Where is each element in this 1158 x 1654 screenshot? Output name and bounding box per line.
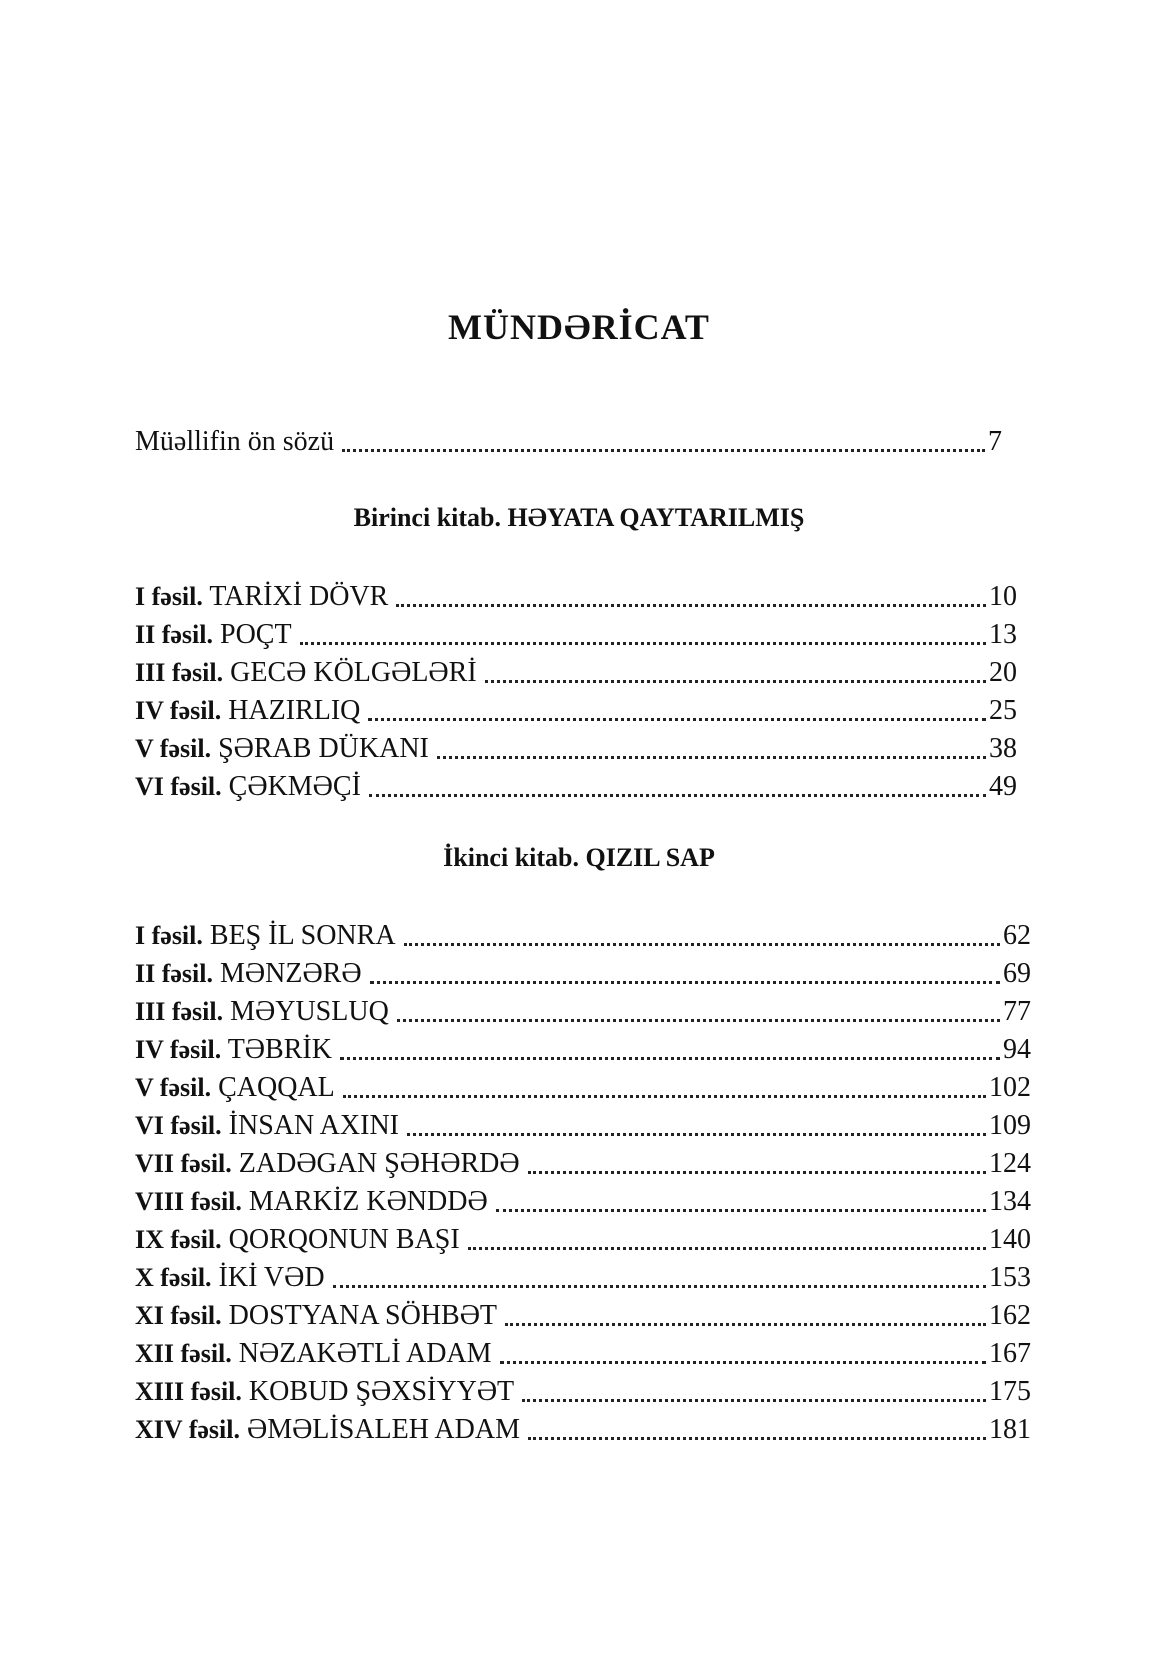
chapter-number: II fəsil. — [135, 959, 213, 988]
chapter-label — [135, 955, 362, 993]
page-number: 94 — [1003, 1034, 1031, 1065]
dot-leader — [397, 993, 1000, 1031]
preface-entry — [135, 423, 1002, 461]
chapter-number: XI fəsil. — [135, 1301, 222, 1330]
page-number: 109 — [989, 1110, 1031, 1141]
book-heading-1: Birinci kitab. HƏYATA QAYTARILMIŞ — [353, 503, 805, 532]
dot-leader — [505, 1297, 986, 1335]
chapter-title: POÇT — [220, 619, 292, 650]
toc-entry — [135, 768, 1017, 806]
dot-leader — [528, 1411, 986, 1449]
page-number: 25 — [989, 695, 1017, 726]
dot-leader — [437, 730, 986, 768]
chapter-number: IV fəsil. — [135, 696, 222, 725]
toc-entry — [135, 1107, 1031, 1145]
chapter-label — [135, 1145, 520, 1183]
toc-entry — [135, 993, 1031, 1031]
chapter-title: İKİ VƏD — [218, 1262, 325, 1293]
page-title: MÜNDƏRİCAT — [448, 307, 710, 347]
chapter-number: II fəsil. — [135, 620, 213, 649]
page-number: 13 — [989, 619, 1017, 650]
page-number: 49 — [989, 771, 1017, 802]
chapter-number: VI fəsil. — [135, 1111, 222, 1140]
chapter-number: V fəsil. — [135, 1073, 212, 1102]
chapter-label — [135, 768, 361, 806]
chapter-number: X fəsil. — [135, 1263, 212, 1292]
chapter-title: MƏNZƏRƏ — [220, 958, 362, 989]
page-number: 124 — [989, 1148, 1031, 1179]
dot-leader — [370, 955, 1000, 993]
chapter-label — [135, 730, 429, 768]
chapter-title: HAZIRLIQ — [228, 695, 361, 726]
dot-leader — [340, 1031, 1000, 1069]
chapter-label — [135, 1297, 497, 1335]
chapter-label — [135, 654, 477, 692]
chapter-number: XIV fəsil. — [135, 1415, 240, 1444]
chapter-title: BEŞ İL SONRA — [209, 920, 396, 951]
dot-leader — [407, 1107, 986, 1145]
page-number: 153 — [989, 1262, 1031, 1293]
toc-entry — [135, 1335, 1031, 1373]
chapter-number: I fəsil. — [135, 921, 203, 950]
chapter-label — [135, 993, 389, 1031]
toc-entry — [135, 1069, 1031, 1107]
page-number: 10 — [989, 581, 1017, 612]
chapter-title: GECƏ KÖLGƏLƏRİ — [230, 657, 477, 688]
page-number: 69 — [1003, 958, 1031, 989]
toc-entry — [135, 1221, 1031, 1259]
chapter-title: TƏBRİK — [227, 1034, 332, 1065]
toc-entry — [135, 1297, 1031, 1335]
chapter-title: KOBUD ŞƏXSİYYƏT — [248, 1376, 515, 1407]
chapter-label — [135, 1069, 335, 1107]
chapter-label — [135, 1107, 399, 1145]
dot-leader — [369, 768, 986, 806]
page-number: 181 — [989, 1414, 1031, 1445]
chapter-label — [135, 1031, 332, 1069]
dot-leader — [300, 616, 986, 654]
chapter-number: III fəsil. — [135, 658, 224, 687]
chapter-title: ZADƏGAN ŞƏHƏRDƏ — [238, 1148, 520, 1179]
dot-leader — [342, 423, 985, 461]
toc-entry — [135, 730, 1017, 768]
toc-entry — [135, 1145, 1031, 1183]
toc-entry — [135, 1373, 1031, 1411]
chapter-label — [135, 1221, 460, 1259]
chapter-title: DOSTYANA SÖHBƏT — [228, 1300, 498, 1331]
chapter-number: XIII fəsil. — [135, 1377, 242, 1406]
page-number: 62 — [1003, 920, 1031, 951]
page-number: 140 — [989, 1224, 1031, 1255]
dot-leader — [528, 1145, 986, 1183]
toc-entry — [135, 692, 1017, 730]
dot-leader — [368, 692, 986, 730]
chapter-label — [135, 1259, 325, 1297]
toc-entry — [135, 955, 1031, 993]
chapter-title: ŞƏRAB DÜKANI — [218, 733, 429, 764]
chapter-list-book-2 — [135, 917, 1031, 1449]
chapter-list-book-1 — [135, 578, 1017, 806]
chapter-label — [135, 1373, 514, 1411]
page-number: 7 — [988, 426, 1002, 457]
toc-entry — [135, 1411, 1031, 1449]
chapter-label — [135, 1411, 520, 1449]
page-number: 167 — [989, 1338, 1031, 1369]
chapter-label — [135, 616, 292, 654]
toc-entry — [135, 578, 1017, 616]
page-number: 162 — [989, 1300, 1031, 1331]
dot-leader — [343, 1069, 986, 1107]
dot-leader — [485, 654, 986, 692]
chapter-label — [135, 917, 396, 955]
chapter-label — [135, 1335, 492, 1373]
chapter-number: VII fəsil. — [135, 1149, 232, 1178]
toc-entry — [135, 917, 1031, 955]
page-number: 77 — [1003, 996, 1031, 1027]
toc-entry — [135, 616, 1017, 654]
dot-leader — [404, 917, 1000, 955]
page-number: 102 — [989, 1072, 1031, 1103]
toc-entry — [135, 1259, 1031, 1297]
dot-leader — [522, 1373, 986, 1411]
chapter-number: XII fəsil. — [135, 1339, 232, 1368]
chapter-label — [135, 1183, 488, 1221]
chapter-title: TARİXİ DÖVR — [209, 581, 389, 612]
chapter-number: IX fəsil. — [135, 1225, 222, 1254]
chapter-number: VI fəsil. — [135, 772, 222, 801]
chapter-label — [135, 692, 360, 730]
toc-entry — [135, 1031, 1031, 1069]
page-number: 175 — [989, 1376, 1031, 1407]
chapter-title: NƏZAKƏTLİ ADAM — [238, 1338, 492, 1369]
page-number: 38 — [989, 733, 1017, 764]
chapter-number: III fəsil. — [135, 997, 224, 1026]
dot-leader — [396, 578, 986, 616]
chapter-number: IV fəsil. — [135, 1035, 222, 1064]
dot-leader — [333, 1259, 986, 1297]
chapter-title: MƏYUSLUQ — [230, 996, 389, 1027]
page-number: 20 — [989, 657, 1017, 688]
toc-entry — [135, 1183, 1031, 1221]
chapter-title: QORQONUN BAŞI — [228, 1224, 460, 1255]
preface-label: Müəllifin ön sözü — [135, 426, 335, 457]
dot-leader — [468, 1221, 986, 1259]
chapter-title: İNSAN AXINI — [228, 1110, 399, 1141]
chapter-title: ÇAQQAL — [218, 1072, 335, 1103]
book-heading-2: İkinci kitab. QIZIL SAP — [443, 843, 715, 872]
chapter-title: ƏMƏLİSALEH ADAM — [246, 1414, 520, 1445]
page-number: 134 — [989, 1186, 1031, 1217]
dot-leader — [496, 1183, 986, 1221]
dot-leader — [500, 1335, 986, 1373]
chapter-title: ÇƏKMƏÇİ — [228, 771, 361, 802]
toc-entry — [135, 654, 1017, 692]
chapter-number: V fəsil. — [135, 734, 212, 763]
chapter-number: I fəsil. — [135, 582, 203, 611]
chapter-label — [135, 578, 388, 616]
chapter-title: MARKİZ KƏNDDƏ — [248, 1186, 488, 1217]
chapter-number: VIII fəsil. — [135, 1187, 242, 1216]
